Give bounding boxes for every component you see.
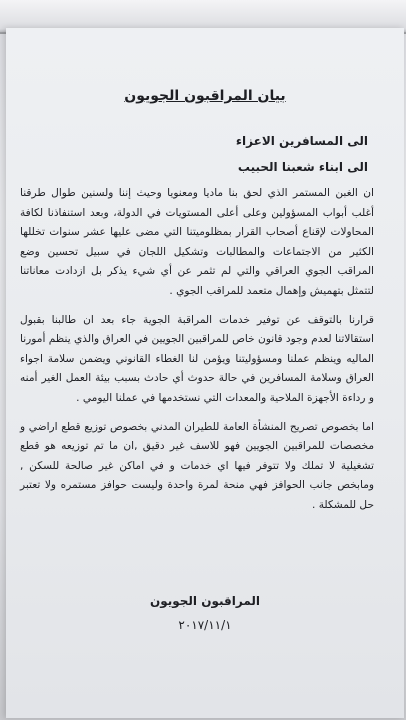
document-title: بيان المراقبون الجويون: [124, 88, 286, 104]
greeting-people: الى ابناء شعبنا الحبيب: [237, 160, 368, 174]
document-date: ٢٠١٧/١١/١: [178, 617, 232, 632]
signature: المراقبون الجويون: [149, 593, 260, 608]
paragraph-response: اما بخصوص تصريح المنشأة العامة للطيران المدني بخصوص توزيع قطع اراضي و مخصصات للمراقبين الجويين فهو للاسف غير دقيق ,ان ما تم توزيعه هو قطع تشغيلية لا تملك ولا تتوفر فيها اي خدمات و في اماكن غير صالحة للسكن , ومابخص جانب الحوافز فهي منحة لمرة واحدة وليست حوافز مستمره ولا تعتبر حل للمشكلة .: [20, 420, 374, 511]
paragraph-grievance: ان الغبن المستمر الذي لحق بنا ماديا ومعنويا وحيث إننا ولسنين طوال طرقنا أغلب أبواب المسؤولين وعلى أعلى المستويات في الدولة، وبعد استنفاذنا لكافة المحاولات لإقناع أصحاب القرار بمظلوميتنا التي مضى عليها عشر سنوات تخللها الكثير من الاجتماعات والمطالبات وتشكيل اللجان في سبيل تحسين وضع المراقب الجوي العراقي والتي لم تثمر عن أي شيء يذكر بل ازدادت معاناتنا لتتمثل بتهميش وإهمال متعمد للمراقب الجوي .: [20, 187, 374, 297]
greeting-travelers: الى المسافرين الاعزاء: [235, 134, 368, 148]
paragraph-decision: قرارنا بالتوقف عن توفير خدمات المراقبة الجوية جاء بعد ان طالبنا بقبول استقالاتنا لعدم وجود قانون خاص للمراقبين الجويين في العراق والذي ينظم أمورنا الماليه وينظم عملنا ومسؤوليتنا ويؤمن لنا الغطاء القانوني ويضمن سلامة اجواء العراق وسلامة المسافرين في حالة حدوث أي حادث بسبب بيئة العمل الغير أمنه و رداءة الأجهزة الملاحية والمعدات التي نستخدمها في عملنا اليومي .: [20, 313, 374, 404]
statement-document: [14, 44, 396, 632]
